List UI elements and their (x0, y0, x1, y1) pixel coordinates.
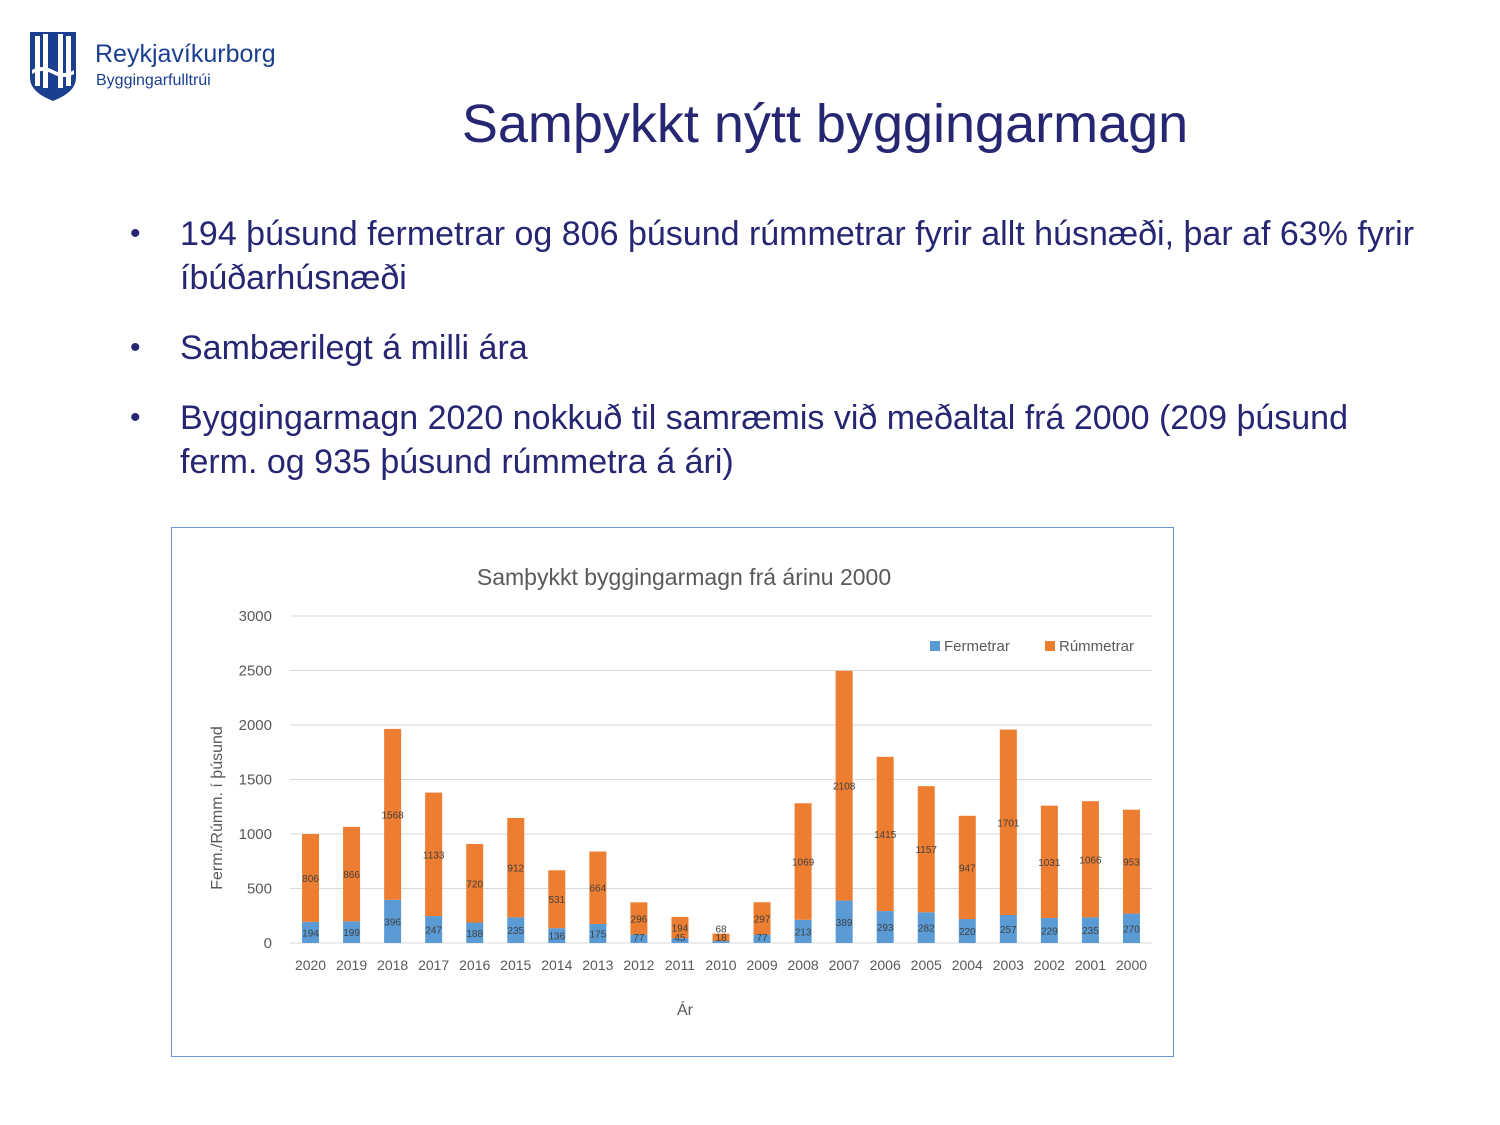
x-tick-label: 2003 (992, 957, 1024, 973)
data-label-fermetrar: 229 (1041, 926, 1058, 938)
data-label-rummetrar: 1157 (915, 845, 937, 857)
data-label-fermetrar: 194 (302, 928, 319, 940)
x-tick-label: 2017 (418, 957, 450, 973)
data-label-rummetrar: 297 (753, 914, 771, 926)
data-label-rummetrar: 194 (671, 923, 689, 935)
data-label-fermetrar: 235 (507, 926, 525, 938)
x-tick-label: 2018 (377, 957, 409, 973)
x-tick-label: 2015 (500, 957, 532, 973)
y-tick-label: 0 (263, 935, 272, 952)
data-label-fermetrar: 282 (917, 923, 935, 935)
data-label-rummetrar: 1415 (874, 829, 897, 841)
x-tick-label: 2005 (910, 957, 942, 973)
x-tick-label: 2011 (664, 957, 696, 973)
logo (28, 30, 278, 102)
data-label-fermetrar: 270 (1123, 924, 1140, 936)
data-label-fermetrar: 235 (1082, 926, 1099, 938)
y-tick-label: 1500 (238, 771, 272, 789)
y-tick-label: 500 (246, 880, 272, 898)
data-label-fermetrar: 77 (633, 933, 645, 944)
data-label-rummetrar: 953 (1123, 857, 1140, 869)
legend-swatch-rummetrar (1045, 641, 1055, 651)
legend (930, 638, 1134, 655)
data-label-rummetrar: 664 (589, 883, 607, 895)
data-label-rummetrar: 912 (507, 863, 525, 875)
data-label-fermetrar: 389 (835, 917, 853, 929)
slide-title: Samþykkt nýtt byggingarmagn (461, 94, 1189, 154)
x-tick-label: 2014 (541, 957, 573, 973)
bullet-item: • Sambærilegt á milli ára (130, 326, 1430, 370)
x-tick-label: 2006 (869, 957, 901, 973)
x-tick-label: 2008 (787, 957, 819, 973)
x-tick-label: 2002 (1033, 957, 1065, 973)
city-crest-icon (28, 30, 78, 102)
y-tick-label: 3000 (238, 608, 272, 625)
x-tick-label: 2019 (335, 957, 368, 973)
bullet-item: • Byggingarmagn 2020 nokkuð til samræmis við meðaltal frá 2000 (209 þúsund ferm. og 935 þúsund rúmmetra á ári) (130, 396, 1430, 484)
data-label-rummetrar: 2108 (833, 781, 856, 793)
x-tick-label: 2004 (951, 957, 983, 973)
data-label-fermetrar: 247 (425, 925, 443, 937)
data-label-rummetrar: 1031 (1038, 857, 1061, 869)
data-label-fermetrar: 293 (876, 923, 894, 935)
logo-name: Reykjavíkurborg (95, 40, 276, 68)
data-label-rummetrar: 68 (715, 924, 727, 936)
data-label-fermetrar: 257 (999, 924, 1017, 936)
data-label-fermetrar: 213 (794, 927, 812, 939)
y-tick-label: 1000 (238, 826, 272, 843)
data-label-rummetrar: 1133 (422, 850, 445, 862)
data-label-rummetrar: 866 (343, 870, 360, 882)
x-tick-label: 2007 (828, 957, 860, 973)
data-label-rummetrar: 947 (958, 863, 976, 875)
legend-swatch-fermetrar (930, 641, 940, 651)
bullet-list (130, 212, 1430, 510)
x-tick-label: 2000 (1115, 957, 1148, 973)
x-tick-label: 2020 (294, 957, 327, 973)
data-label-fermetrar: 45 (674, 933, 686, 944)
x-tick-label: 2013 (582, 957, 614, 973)
data-label-rummetrar: 1701 (997, 818, 1020, 830)
data-label-fermetrar: 175 (589, 929, 607, 941)
chart-title: Samþykkt byggingarmagn frá árinu 2000 (476, 564, 892, 590)
data-label-rummetrar: 531 (548, 895, 566, 907)
x-tick-label: 2001 (1074, 957, 1107, 973)
data-label-rummetrar: 296 (630, 914, 648, 926)
data-label-rummetrar: 1066 (1079, 855, 1102, 867)
data-label-rummetrar: 1069 (791, 857, 815, 869)
logo-subtitle: Byggingarfulltrúi (96, 72, 211, 89)
x-tick-label: 2016 (459, 957, 491, 973)
stacked-bar-chart (172, 528, 1175, 1058)
data-label-rummetrar: 720 (466, 879, 484, 891)
chart-container (171, 527, 1174, 1057)
data-label-fermetrar: 396 (384, 917, 401, 929)
data-label-fermetrar: 136 (548, 931, 566, 943)
x-tick-label: 2009 (746, 957, 778, 973)
data-label-fermetrar: 220 (958, 927, 976, 939)
y-tick-label: 2000 (238, 717, 272, 734)
legend-label-fermetrar: Fermetrar (944, 638, 1010, 655)
data-label-fermetrar: 199 (343, 928, 360, 940)
x-axis-label: Ár (677, 1002, 693, 1019)
data-label-rummetrar: 806 (302, 873, 319, 885)
data-label-fermetrar: 188 (466, 928, 484, 940)
data-label-fermetrar: 18 (715, 933, 727, 944)
y-axis-label: Ferm./Rúmm. í þúsund (209, 726, 226, 890)
data-label-rummetrar: 1568 (381, 810, 404, 822)
legend-label-rummetrar: Rúmmetrar (1059, 638, 1135, 655)
bullet-item: • 194 þúsund fermetrar og 806 þúsund rúmmetrar fyrir allt húsnæði, þar af 63% fyrir íbúðarhúsnæði (130, 212, 1430, 300)
data-label-fermetrar: 77 (756, 933, 768, 944)
x-tick-label: 2010 (705, 957, 737, 973)
x-tick-label: 2012 (623, 957, 655, 973)
y-tick-label: 2500 (238, 662, 272, 680)
